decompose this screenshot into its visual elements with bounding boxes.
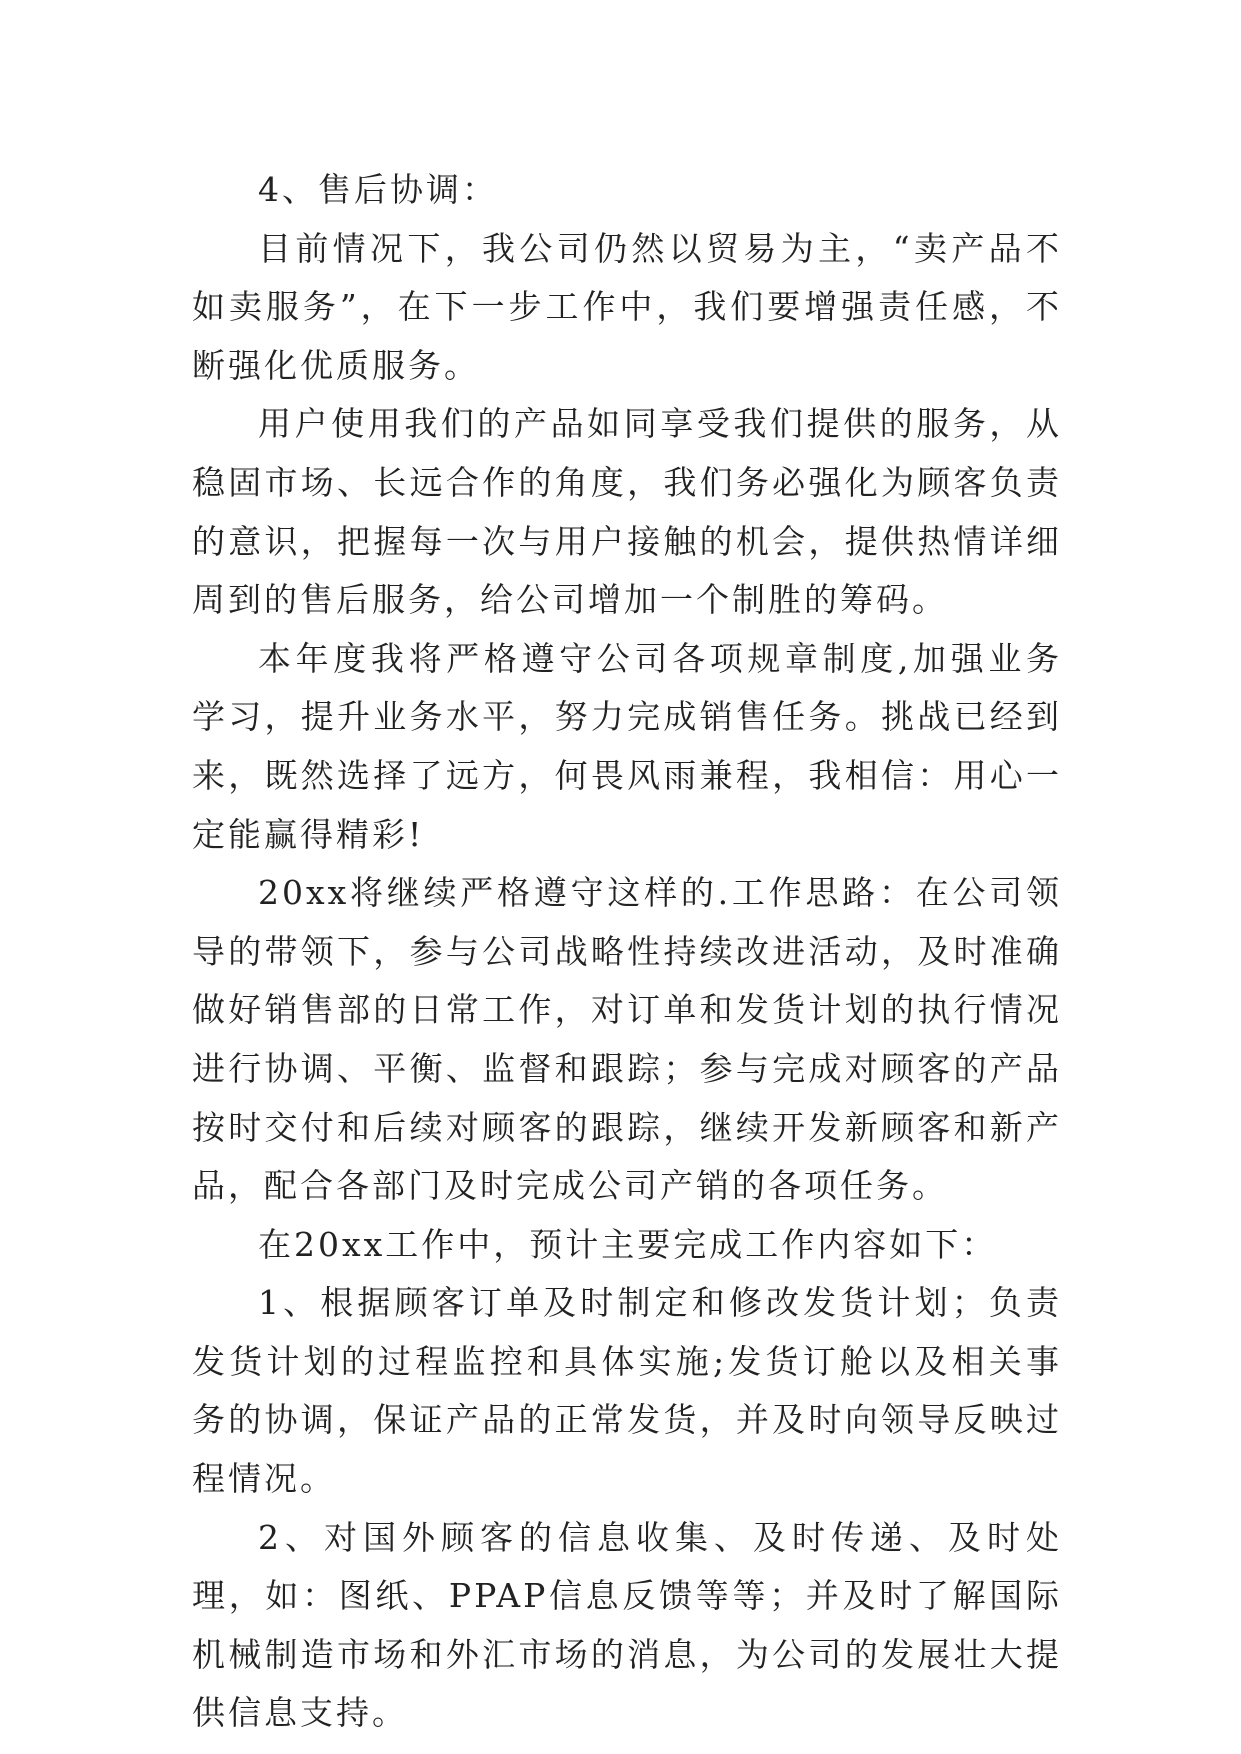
- paragraph-work-approach: 20xx将继续严格遵守这样的.工作思路：在公司领导的带领下，参与公司战略性持续改进活动，及时准确做好销售部的日常工作，对订单和发货计划的执行情况进行协调、平衡、监督和跟踪；参与完成对顾客的产品按时交付和后续对顾客的跟踪，继续开发新顾客和新产品，配合各部门及时完成公司产销的各项任务。: [192, 873, 1062, 1206]
- paragraph-planned-work-intro: 在20xx工作中，预计主要完成工作内容如下：: [258, 1224, 998, 1264]
- paragraph-annual-commitment: 本年度我将严格遵守公司各项规章制度,加强业务学习，提升业务水平，努力完成销售任务。挑战已经到来，既然选择了远方，何畏风雨兼程，我相信：用心一定能赢得精彩!: [192, 638, 1062, 854]
- paragraph-customer-responsibility: 用户使用我们的产品如同享受我们提供的服务，从稳固市场、长远合作的角度，我们务必强化为顾客负责的意识，把握每一次与用户接触的机会，提供热情详细周到的售后服务，给公司增加一个制胜的筹码。: [192, 404, 1062, 620]
- paragraph-service-focus: 目前情况下，我公司仍然以贸易为主，“卖产品不如卖服务”，在下一步工作中，我们要增强责任感，不断强化优质服务。: [192, 228, 1062, 385]
- paragraph-item-1-shipping-plan: 1、根据顾客订单及时制定和修改发货计划；负责发货计划的过程监控和具体实施;发货订舱以及相关事务的协调，保证产品的正常发货，并及时向领导反映过程情况。: [192, 1283, 1062, 1499]
- paragraph-after-sales-heading: 4、售后协调：: [258, 170, 498, 209]
- document-body: [192, 161, 1062, 1743]
- paragraph-item-2-foreign-customers: 2、对国外顾客的信息收集、及时传递、及时处理，如：图纸、PPAP信息反馈等等；并及时了解国际机械制造市场和外汇市场的消息，为公司的发展壮大提供信息支持。: [192, 1517, 1062, 1733]
